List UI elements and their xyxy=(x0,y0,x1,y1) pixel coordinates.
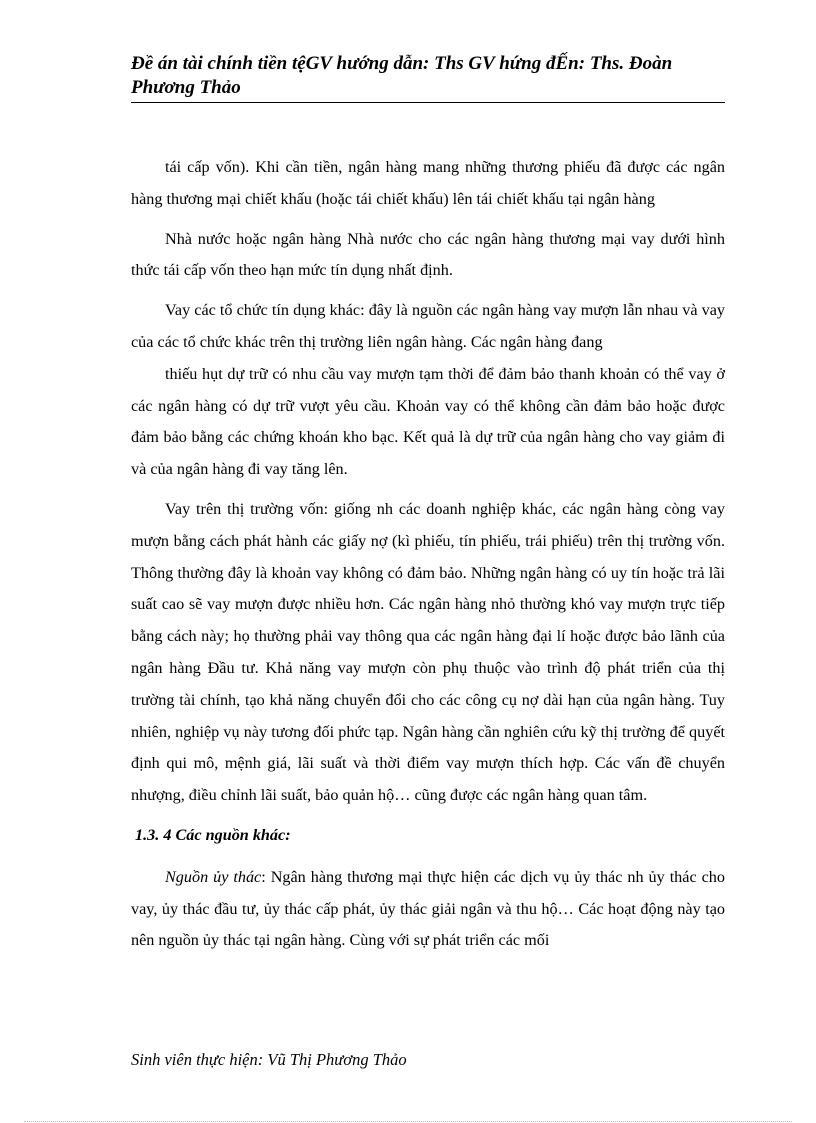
page-footer: Sinh viên thực hiện: Vũ Thị Phương Thảo xyxy=(131,1050,407,1069)
document-body xyxy=(131,152,725,965)
section-heading: 1.3. 4 Các nguồn khác: xyxy=(135,825,291,844)
paragraph-refinancing: tái cấp vốn). Khi cần tiền, ngân hàng mang những thương phiếu đã được các ngân hàng thương mại chiết khấu (hoặc tái chiết khấu) lên tái chiết khấu tại ngân hàng xyxy=(131,158,725,208)
header-title-line-1: Đề án tài chính tiền tệGV hướng dẫn: Ths GV hứng đẾn: Ths. Đoàn xyxy=(131,53,673,74)
trust-funds-term: Nguồn ủy thác xyxy=(165,867,262,886)
page-bottom-divider xyxy=(24,1121,792,1122)
paragraph-interbank-borrowing: Vay các tổ chức tín dụng khác: đây là nguồn các ngân hàng vay mượn lẫn nhau và vay của các tổ chức khác trên thị trường liên ngân hàng. Các ngân hàng đang xyxy=(131,301,725,351)
paragraph-central-bank-loans: Nhà nước hoặc ngân hàng Nhà nước cho các ngân hàng thương mại vay dưới hình thức tái cấp vốn theo hạn mức tín dụng nhất định. xyxy=(131,229,725,280)
paragraph-reserve-shortage: thiếu hụt dự trữ có nhu cầu vay mượn tạm thời để đảm bảo thanh khoản có thể vay ở các ngân hàng có dự trữ vượt yêu cầu. Khoản vay có thể không cần đảm bảo hoặc được đảm bảo bằng các chứng khoán kho bạc. Kết quả là dự trữ của ngân hàng cho vay giảm đi và của ngân hàng đi vay tăng lên. xyxy=(131,364,725,479)
page-header xyxy=(131,52,725,103)
paragraph-capital-market: Vay trên thị trường vốn: giống nh các doanh nghiệp khác, các ngân hàng còng vay mượn bằng cách phát hành các giấy nợ (kì phiếu, tín phiếu, trái phiếu) trên thị trường vốn. Thông thường đây là khoản vay không có đảm bảo. Những ngân hàng có uy tín hoặc trả lãi suất cao sẽ vay mượn được nhiều hơn. Các ngân hàng nhỏ thường khó vay mượn trực tiếp bằng cách này; họ thường phải vay thông qua các ngân hàng đại lí hoặc được bảo lãnh của ngân hàng Đầu tư. Khả năng vay mượn còn phụ thuộc vào trình độ phát triển của thị trường tài chính, tạo khả năng chuyển đổi cho các công cụ nợ dài hạn của ngân hàng. Tuy nhiên, nghiệp vụ này tương đối phức tạp. Ngân hàng cần nghiên cứu kỹ thị trường để quyết định qui mô, mệnh giá, lãi suất và thời điểm vay mượn thích hợp. Các vấn đề chuyển nhượng, điều chỉnh lãi suất, bảo quản hộ… cũng được các ngân hàng quan tâm. xyxy=(131,499,725,805)
paragraph-trust-funds xyxy=(131,862,725,957)
header-title-line-2: Phương Thảo xyxy=(131,77,241,98)
trust-funds-text: : Ngân hàng thương mại thực hiện các dịch vụ ủy thác nh ủy thác cho vay, ủy thác đầu tư, ủy thác cấp phát, ủy thác giải ngân và thu hộ… Các hoạt động này tạo nên nguồn ủy thác tại ngân hàng. Cùng với sự phát triển các mối xyxy=(131,867,725,950)
